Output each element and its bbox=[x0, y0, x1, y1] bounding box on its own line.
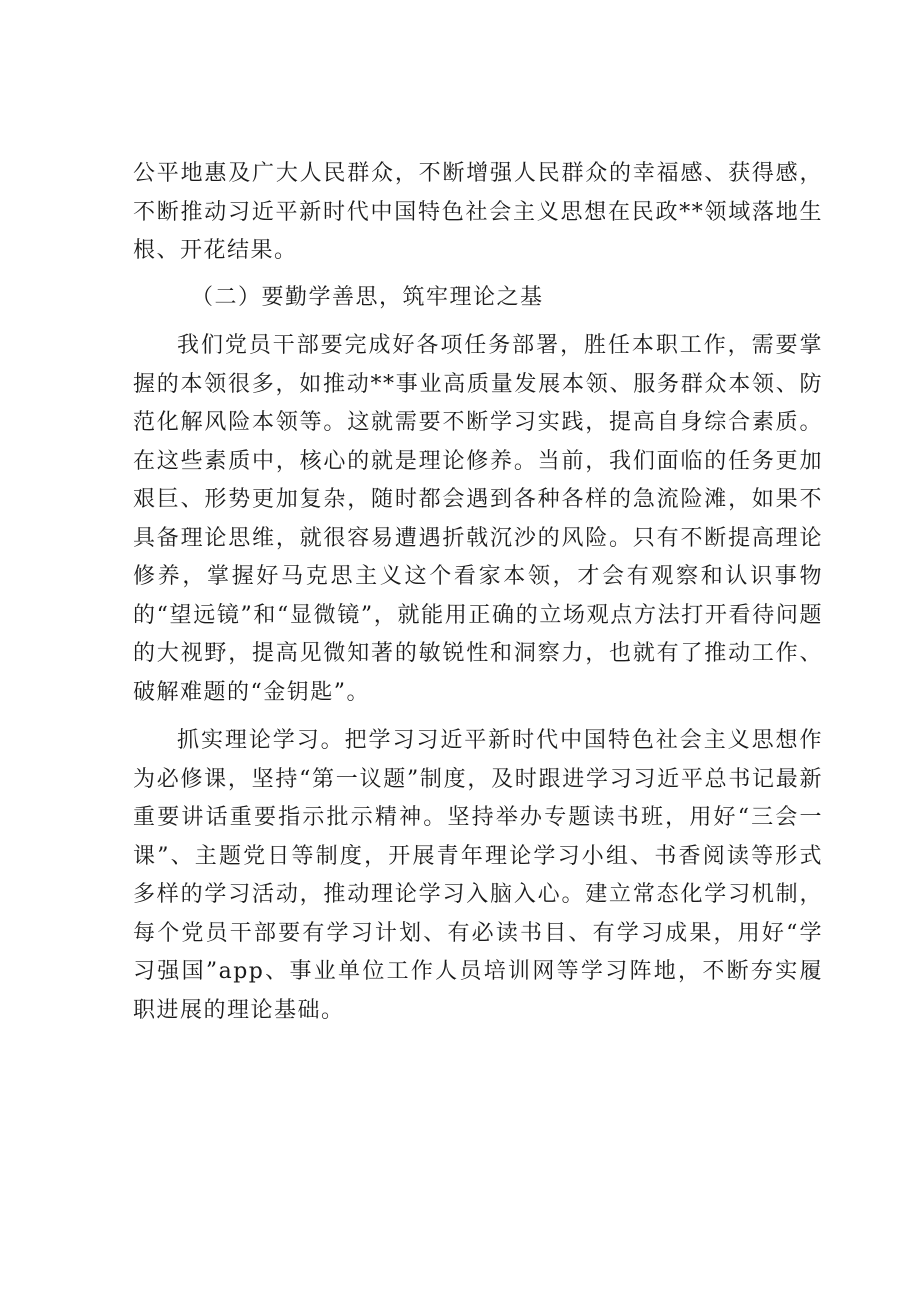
paragraph-continuation: 公平地惠及广大人民群众，不断增强人民群众的幸福感、获得感，不断推动习近平新时代中国特色社会主义思想在民政**领域落地生根、开花结果。 bbox=[133, 161, 823, 263]
paragraph-theory-importance: 我们党员干部要完成好各项任务部署，胜任本职工作，需要掌握的本领很多，如推动**事业高质量发展本领、服务群众本领、防范化解风险本领等。这就需要不断学习实践，提高自身综合素质。在这些素质中，核心的就是理论修养。当前，我们面临的任务更加艰巨、形势更加复杂，随时都会遇到各种各样的急流险滩，如果不具备理论思维，就很容易遭遇折戟沉沙的风险。只有不断提高理论修养，掌握好马克思主义这个看家本领，才会有观察和认识事物的“望远镜”和“显微镜”，就能用正确的立场观点方法打开看待问题的大视野，提高见微知著的敏锐性和洞察力，也就有了推动工作、破解难题的“金钥匙”。 bbox=[133, 333, 823, 705]
paragraph-theory-study: 抓实理论学习。把学习习近平新时代中国特色社会主义思想作为必修课，坚持“第一议题”制度，及时跟进学习习近平总书记最新重要讲话重要指示批示精神。坚持举办专题读书班，用好“三会一课”、主题党日等制度，开展青年理论学习小组、书香阅读等形式多样的学习活动，推动理论学习入脑入心。建立常态化学习机制，每个党员干部要有学习计划、有必读书目、有学习成果，用好“学习强国”app、事业单位工作人员培训网等学习阵地，不断夯实履职进展的理论基础。 bbox=[133, 728, 823, 1023]
document-body bbox=[133, 155, 823, 1030]
section-heading: （二）要勤学善思，筑牢理论之基 bbox=[191, 284, 544, 310]
